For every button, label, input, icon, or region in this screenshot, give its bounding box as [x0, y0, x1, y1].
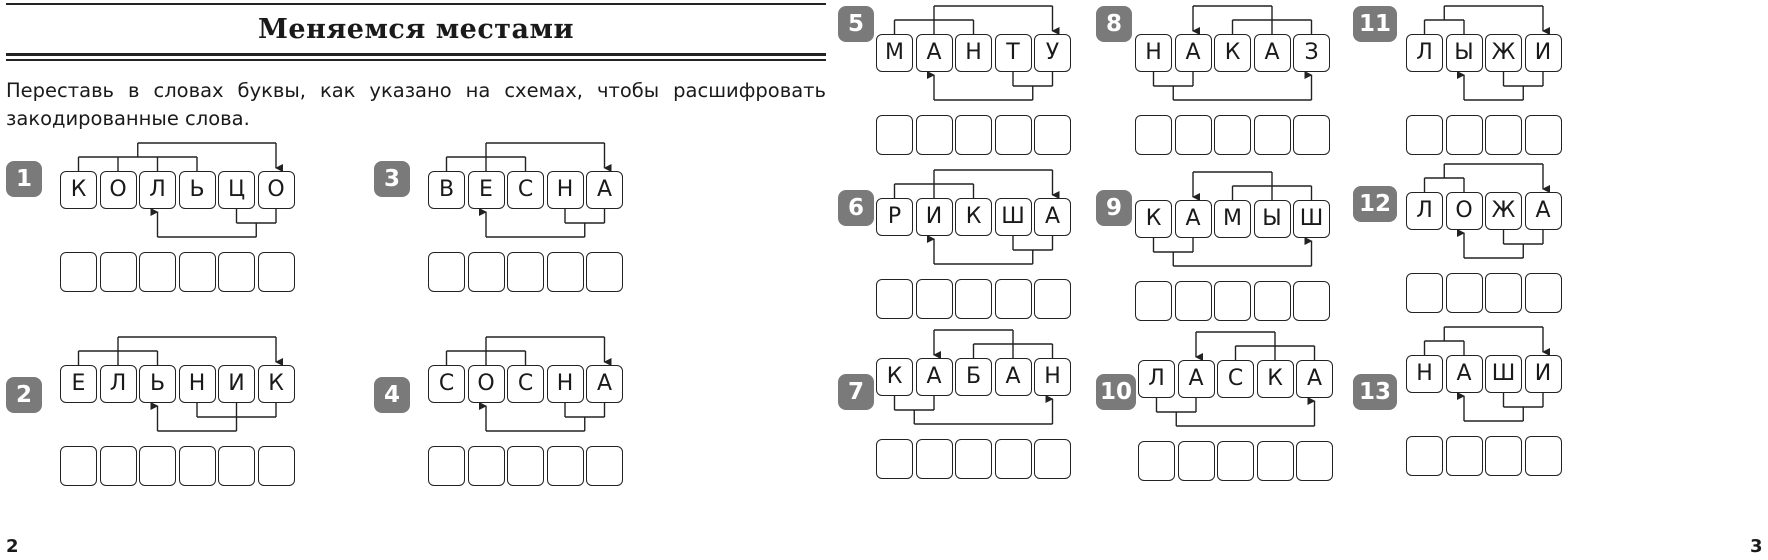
puzzle-number-badge: 2 [6, 377, 42, 413]
letter-tile: Н [955, 34, 992, 72]
letter-tile: А [1446, 355, 1483, 393]
letter-tile: Ы [1254, 200, 1291, 238]
letter-tile: Л [1138, 360, 1175, 398]
letter-tile: К [955, 198, 992, 236]
letter-tile: Ы [1446, 34, 1483, 72]
letter-tile: З [1293, 34, 1330, 72]
letter-tile: Ц [218, 171, 255, 209]
letter-tile: С [1217, 360, 1254, 398]
letter-tile: И [218, 365, 255, 403]
puzzle-number-badge: 8 [1096, 6, 1132, 42]
letter-tile: В [428, 171, 465, 209]
puzzle-number-badge: 11 [1353, 6, 1397, 42]
letter-tile: А [1178, 360, 1215, 398]
puzzle-number-badge: 9 [1096, 190, 1132, 226]
letter-tile: О [258, 171, 295, 209]
letter-tile: К [60, 171, 97, 209]
letter-tile: А [1175, 34, 1212, 72]
letter-tile: Ь [179, 171, 216, 209]
letter-tile: Н [1034, 358, 1071, 396]
puzzle-number-badge: 4 [374, 377, 410, 413]
letter-tile: Е [60, 365, 97, 403]
letter-tile: Р [876, 198, 913, 236]
puzzle-number-badge: 13 [1353, 374, 1397, 410]
instructions-text: Переставь в словах буквы, как указано на схемах, чтобы расшифровать закодированные слова. [6, 79, 826, 130]
letter-tile: Н [547, 365, 584, 403]
letter-tile: А [1525, 192, 1562, 230]
letter-tile: У [1034, 34, 1071, 72]
letter-tile: Ш [995, 198, 1032, 236]
letter-tile: И [1525, 355, 1562, 393]
letter-tile: А [916, 34, 953, 72]
puzzle-number-badge: 3 [374, 161, 410, 197]
letter-tile: О [100, 171, 137, 209]
letter-tile: С [428, 365, 465, 403]
puzzle-number-badge: 12 [1353, 186, 1397, 222]
letter-tile: Н [179, 365, 216, 403]
letter-tile: Л [1406, 34, 1443, 72]
letter-tile: Л [139, 171, 176, 209]
letter-tile: А [1296, 360, 1333, 398]
letter-tile: А [916, 358, 953, 396]
letter-tile: А [1034, 198, 1071, 236]
letter-tile: Б [955, 358, 992, 396]
letter-tile: Ь [139, 365, 176, 403]
letter-tile: Т [995, 34, 1032, 72]
letter-tile: Ш [1293, 200, 1330, 238]
letter-tile: Л [100, 365, 137, 403]
letter-tile: Л [1406, 192, 1443, 230]
letter-tile: А [995, 358, 1032, 396]
letter-tile: С [507, 171, 544, 209]
page-number-right: 3 [1750, 536, 1763, 557]
letter-tile: М [876, 34, 913, 72]
letter-tile: С [507, 365, 544, 403]
letter-tile: К [876, 358, 913, 396]
page-title: Меняемся местами [258, 14, 574, 45]
letter-tile: М [1214, 200, 1251, 238]
letter-tile: И [916, 198, 953, 236]
puzzle-number-badge: 10 [1096, 374, 1136, 410]
letter-tile: А [1254, 34, 1291, 72]
letter-tile: А [1175, 200, 1212, 238]
letter-tile: Н [1135, 34, 1172, 72]
letter-tile: К [258, 365, 295, 403]
letter-tile: А [586, 365, 623, 403]
letter-tile: И [1525, 34, 1562, 72]
letter-tile: Н [1406, 355, 1443, 393]
letter-tile: О [468, 365, 505, 403]
letter-tile: О [1446, 192, 1483, 230]
letter-tile: Ж [1485, 34, 1522, 72]
puzzle-number-badge: 7 [838, 374, 874, 410]
letter-tile: А [586, 171, 623, 209]
letter-tile: К [1214, 34, 1251, 72]
letter-tile: К [1135, 200, 1172, 238]
letter-tile: Н [547, 171, 584, 209]
letter-tile: Е [468, 171, 505, 209]
puzzle-number-badge: 1 [6, 161, 42, 197]
page-number-left: 2 [6, 536, 19, 557]
letter-tile: К [1257, 360, 1294, 398]
letter-tile: Ш [1485, 355, 1522, 393]
puzzle-number-badge: 6 [838, 190, 874, 226]
puzzle-number-badge: 5 [838, 6, 874, 42]
letter-tile: Ж [1485, 192, 1522, 230]
